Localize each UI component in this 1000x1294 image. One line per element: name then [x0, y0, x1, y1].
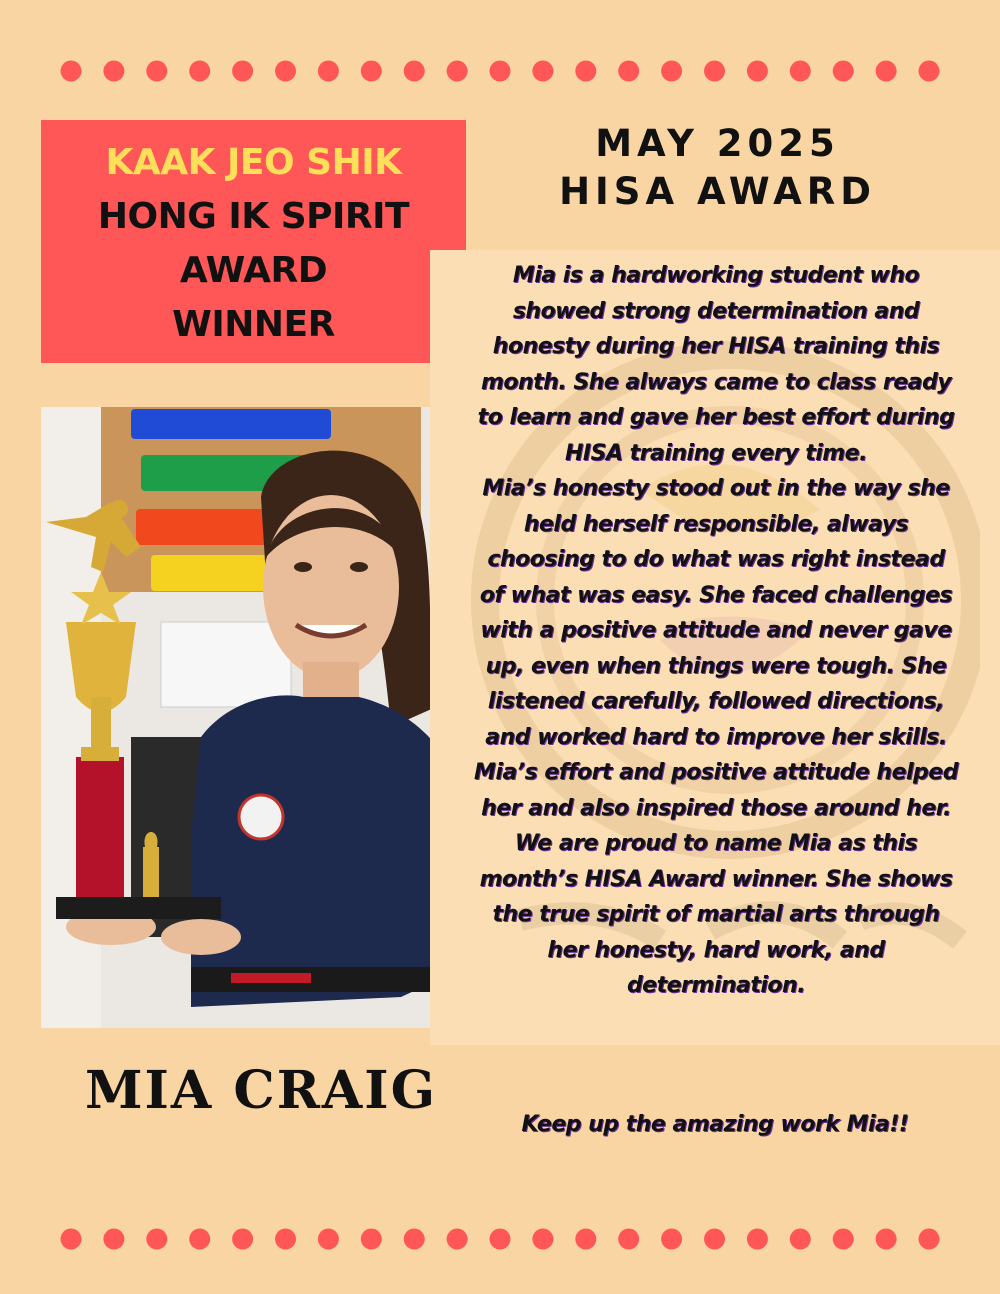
decorative-dot [146, 1229, 167, 1250]
decorative-dot [490, 1229, 511, 1250]
decorative-dot [833, 61, 854, 82]
decorative-dot [275, 1229, 296, 1250]
decorative-dot [189, 61, 210, 82]
decorative-dot [490, 61, 511, 82]
decorative-dot [232, 61, 253, 82]
decorative-dot [661, 61, 682, 82]
decorative-dot [232, 1229, 253, 1250]
decorative-dot [833, 1229, 854, 1250]
award-name: HISA AWARD [559, 170, 876, 213]
decorative-dot [661, 1229, 682, 1250]
award-heading [500, 120, 935, 216]
award-title-line-4: WINNER [172, 304, 335, 345]
decorative-dot [747, 1229, 768, 1250]
decorative-dot [103, 61, 124, 82]
award-title-box [41, 120, 466, 363]
decorative-dot [575, 1229, 596, 1250]
decorative-dot [361, 61, 382, 82]
decorative-dot [447, 61, 468, 82]
decorative-dot [876, 61, 897, 82]
student-photo [41, 407, 466, 1028]
decorative-dot [532, 61, 553, 82]
dot-border-bottom [60, 1228, 940, 1250]
decorative-dot [876, 1229, 897, 1250]
dot-border-top [60, 60, 940, 82]
decorative-dot [61, 1229, 82, 1250]
decorative-dot [919, 1229, 940, 1250]
decorative-dot [189, 1229, 210, 1250]
award-title-line-1: KAAK JEO SHIK [105, 142, 402, 183]
decorative-dot [704, 1229, 725, 1250]
decorative-dot [919, 61, 940, 82]
decorative-dot [790, 61, 811, 82]
award-paragraph-2: Mia’s honesty stood out in the way she held herself responsible, always choosing to do what was right instead of what was easy. She faced challenges with a positive attitude and never gave up, even when things were tough. She listened carefully, followed directions, and worked hard to improve her skills. Mia’s effort and positive attitude helped her and also inspired those around her. [474, 476, 958, 821]
decorative-dot [103, 1229, 124, 1250]
decorative-dot [146, 61, 167, 82]
decorative-dot [361, 1229, 382, 1250]
award-paragraph-1: Mia is a hardworking student who showed strong determination and honesty during her HISA training this month. She always came to class ready to learn and gave her best effort during HISA training every time. [477, 263, 955, 466]
decorative-dot [404, 61, 425, 82]
award-month: MAY 2025 [595, 122, 840, 165]
award-title-line-3: AWARD [179, 250, 328, 291]
decorative-dot [532, 1229, 553, 1250]
award-paragraph-3: We are proud to name Mia as this month’s HISA Award winner. She shows the true spirit of martial arts through her honesty, hard work, and determination. [479, 831, 953, 998]
decorative-dot [575, 61, 596, 82]
decorative-dot [318, 1229, 339, 1250]
decorative-dot [275, 61, 296, 82]
decorative-dot [747, 61, 768, 82]
decorative-dot [61, 61, 82, 82]
decorative-dot [404, 1229, 425, 1250]
decorative-dot [618, 61, 639, 82]
student-photo-illustration [41, 407, 466, 1028]
decorative-dot [318, 61, 339, 82]
closing-message: Keep up the amazing work Mia!! [521, 1112, 909, 1137]
student-name: MIA CRAIG [84, 1060, 437, 1121]
decorative-dot [704, 61, 725, 82]
dot-row-bottom [60, 1228, 940, 1250]
dot-row-top [60, 60, 940, 82]
decorative-dot [790, 1229, 811, 1250]
award-title-line-2: HONG IK SPIRIT [97, 196, 410, 237]
award-description [474, 258, 958, 1004]
decorative-dot [618, 1229, 639, 1250]
decorative-dot [447, 1229, 468, 1250]
